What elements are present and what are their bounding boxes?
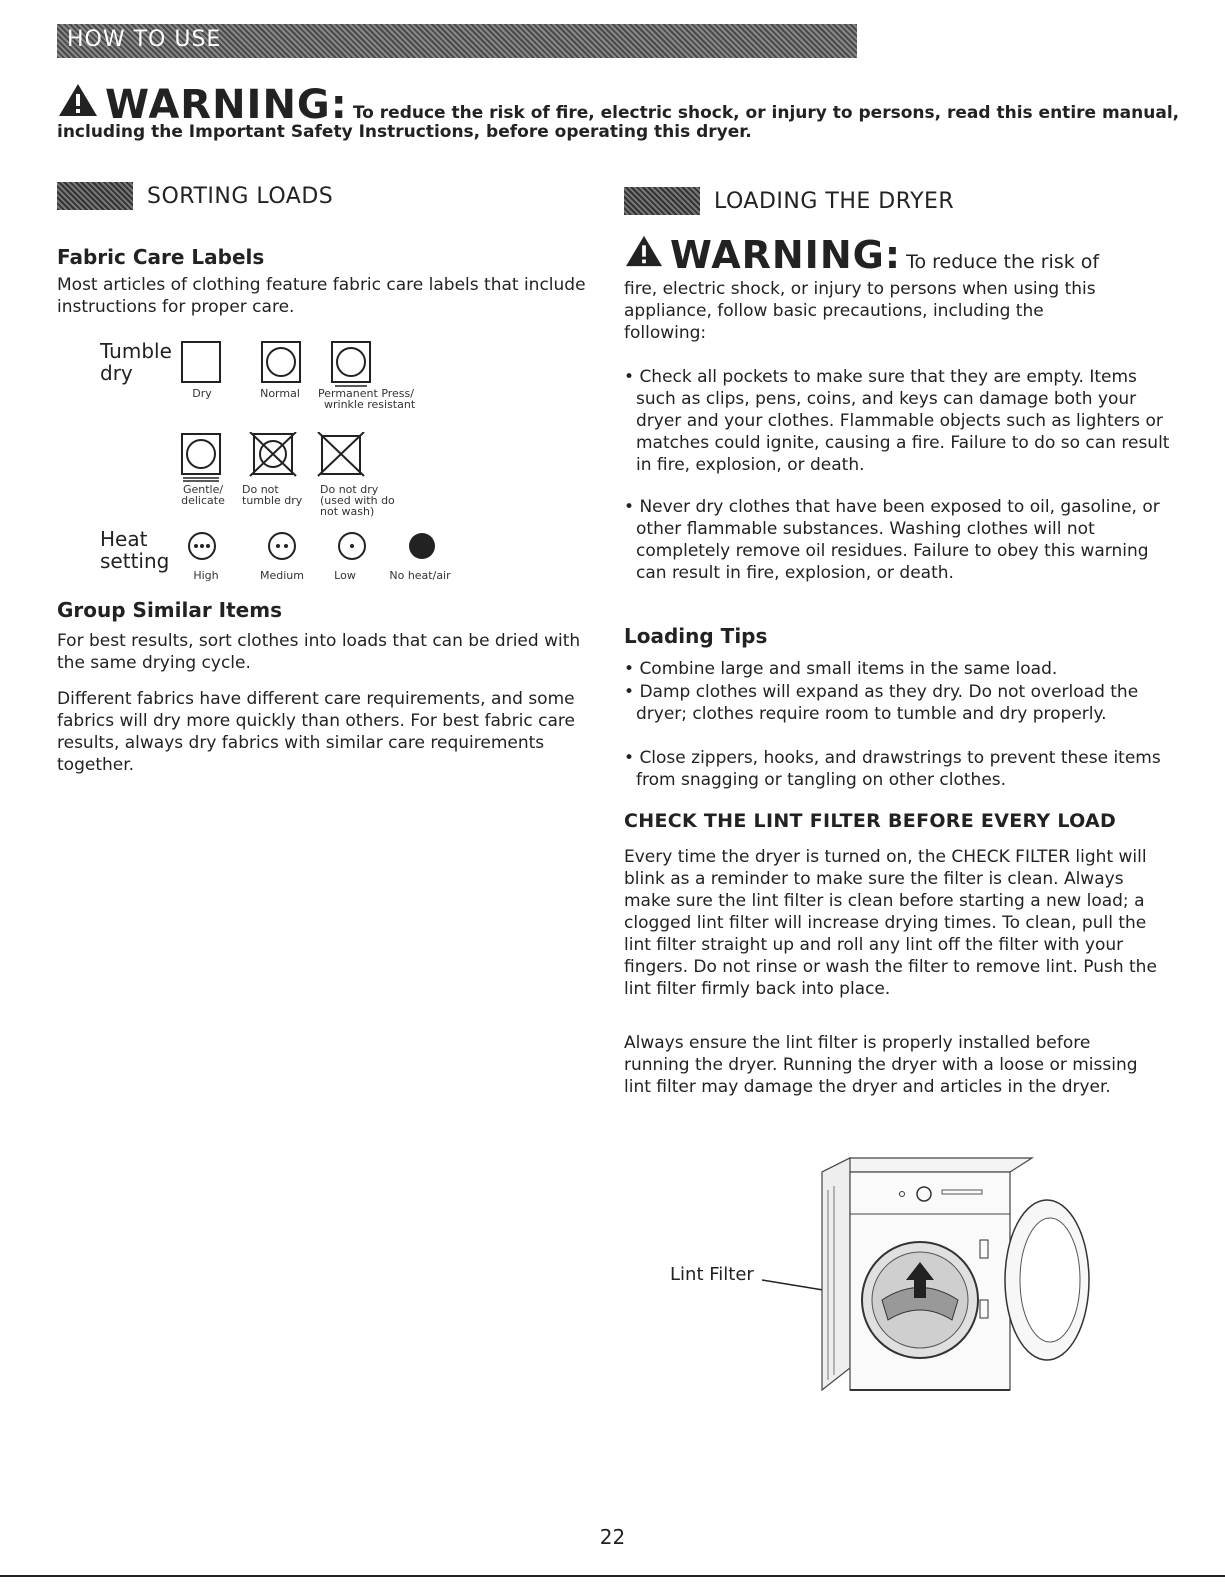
- group-similar-p1: For best results, sort clothes into loads that can be dried with the same drying cycle.: [57, 631, 581, 673]
- heat-setting-symbols: [180, 530, 450, 566]
- warning-text-line2: including the Important Safety Instructions, before operating this dryer.: [57, 122, 752, 142]
- tip-1: • Combine large and small items in the same load.: [624, 659, 1058, 679]
- no-heat-label: No heat/air: [389, 569, 451, 582]
- group-similar-heading: Group Similar Items: [57, 598, 282, 622]
- heat-setting-label: Heat setting: [100, 527, 170, 573]
- warning-word: WARNING:: [105, 82, 348, 128]
- do-not-tumble-dry-symbol: [250, 432, 296, 476]
- tumble-dry-label: Tumble dry: [100, 339, 172, 385]
- warning-triangle-icon: [57, 82, 99, 118]
- gentle-label: Gentle/ delicate: [181, 483, 225, 507]
- loading-warning: WARNING: To reduce the risk of: [624, 232, 1164, 286]
- low-label: Low: [334, 569, 356, 582]
- normal-label: Normal: [260, 387, 300, 400]
- dry-label: Dry: [192, 387, 212, 400]
- permanent-press-label: Permanent Press/ wrinkle resistant: [318, 387, 416, 411]
- loading-warning-text: fire, electric shock, or injury to persons when using this appliance, follow basic precautions, including the following:: [624, 279, 1096, 343]
- page-number: 22: [599, 1525, 626, 1549]
- tumble-dry-symbols-row1: [180, 340, 460, 390]
- medium-label: Medium: [260, 569, 304, 582]
- dryer-illustration: [762, 1150, 1092, 1400]
- sorting-loads-heading: SORTING LOADS: [57, 182, 333, 210]
- lint-filter-p1: Every time the dryer is turned on, the CHECK FILTER light will blink as a reminder to make sure the filter is clean. Always make sure the lint filter is clean before starting a new load; a clogged lint filter will increase drying times. To clean, pull the lint filter straight up and roll any lint off the filter with your fingers. Do not rinse or wash the filter to remove lint. Push the lint filter firmly back into place.: [624, 847, 1157, 999]
- loading-dryer-heading: LOADING THE DRYER: [624, 187, 954, 215]
- loading-tips-heading: Loading Tips: [624, 624, 768, 648]
- lint-filter-p2: Always ensure the lint filter is properly installed before running the dryer. Running the dryer with a loose or missing lint filter may damage the dryer and articles in the dryer.: [624, 1033, 1138, 1097]
- section-header-text: HOW TO USE: [67, 27, 222, 52]
- fabric-care-heading: Fabric Care Labels: [57, 245, 265, 269]
- bottom-rule: [0, 1575, 1225, 1577]
- no-heat-symbol: [409, 533, 435, 559]
- tip-2: • Damp clothes will expand as they dry. Do not overload the dryer; clothes require room to tumble and dry properly.: [624, 682, 1139, 724]
- lint-filter-heading: CHECK THE LINT FILTER BEFORE EVERY LOAD: [624, 810, 1117, 832]
- warning-bullet-1: • Check all pockets to make sure that they are empty. Items such as clips, pens, coins, and keys can damage both your dryer and your clothes. Flammable objects such as lighters or matches could ignite, causing a fire. Failure to do so can result in fire, explosion, or death.: [624, 367, 1170, 475]
- lint-filter-label: Lint Filter: [670, 1264, 754, 1285]
- warning-text-line1: To reduce the risk of fire, electric shock, or injury to persons, read this entire manual,: [352, 103, 1180, 123]
- heading-block-marker: [624, 187, 700, 215]
- warning-triangle-icon: [624, 234, 664, 268]
- do-not-dry-symbol: [318, 432, 364, 476]
- tumble-dry-symbols-row2: [180, 432, 380, 482]
- high-label: High: [193, 569, 219, 582]
- heading-block-marker: [57, 182, 133, 210]
- group-similar-p2: Different fabrics have different care requirements, and some fabrics will dry more quickly than others. For best fabric care results, always dry fabrics with similar care requirements together.: [57, 689, 575, 775]
- tip-3: • Close zippers, hooks, and drawstrings to prevent these items from snagging or tangling on other clothes.: [624, 748, 1161, 790]
- low-heat-symbol: [339, 533, 365, 559]
- high-heat-symbol: [189, 533, 215, 559]
- section-header-bar: [57, 24, 857, 58]
- do-not-tumble-label: Do not tumble dry: [242, 483, 303, 507]
- medium-heat-symbol: [269, 533, 295, 559]
- fabric-care-text: Most articles of clothing feature fabric care labels that include instructions for proper care.: [57, 275, 586, 317]
- dry-symbol: [182, 342, 220, 382]
- warning-bullet-2: • Never dry clothes that have been exposed to oil, gasoline, or other flammable substances. Washing clothes will not completely remove oil residues. Failure to obey this warning can result in fire, explosion, or death.: [624, 497, 1160, 583]
- do-not-dry-label: Do not dry (used with do not wash): [320, 483, 395, 518]
